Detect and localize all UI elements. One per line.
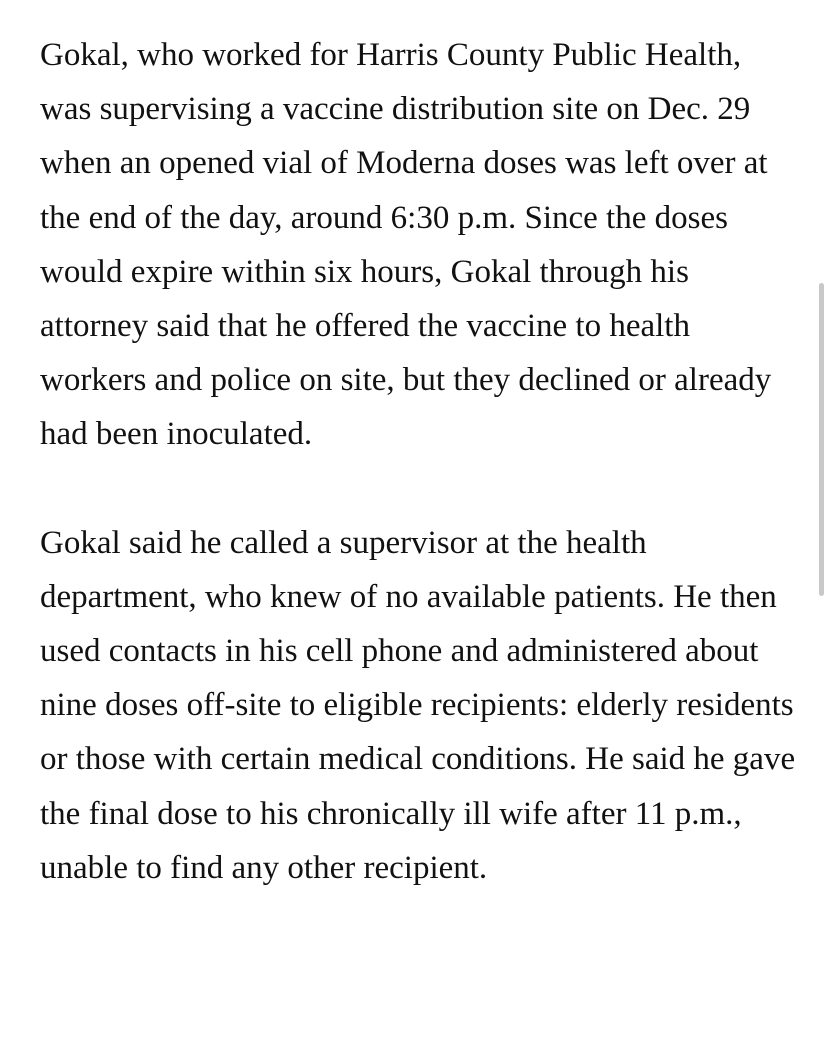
article-paragraph-1: Gokal, who worked for Harris County Public Health, was supervising a vaccine distribution site on Dec. 29 when an opened vial of Moderna doses was left over at the end of the day, around 6:30 p.m. Since the doses would expire within six hours, Gokal through his attorney said that he offered the vaccine to health workers and police on site, but they declined or already had been inoculated.	[40, 37, 772, 453]
vertical-scrollbar[interactable]	[819, 283, 824, 596]
article-paragraph-2: Gokal said he called a supervisor at the health department, who knew of no available patients. He then used contacts in his cell phone and administered about nine doses off-site to eligible recipients: elderly residents or those with certain medical conditions. He said he gave the final dose to his chronically ill wife after 11 p.m., unable to find any other recipient.	[40, 524, 796, 886]
article-body	[40, 28, 800, 895]
